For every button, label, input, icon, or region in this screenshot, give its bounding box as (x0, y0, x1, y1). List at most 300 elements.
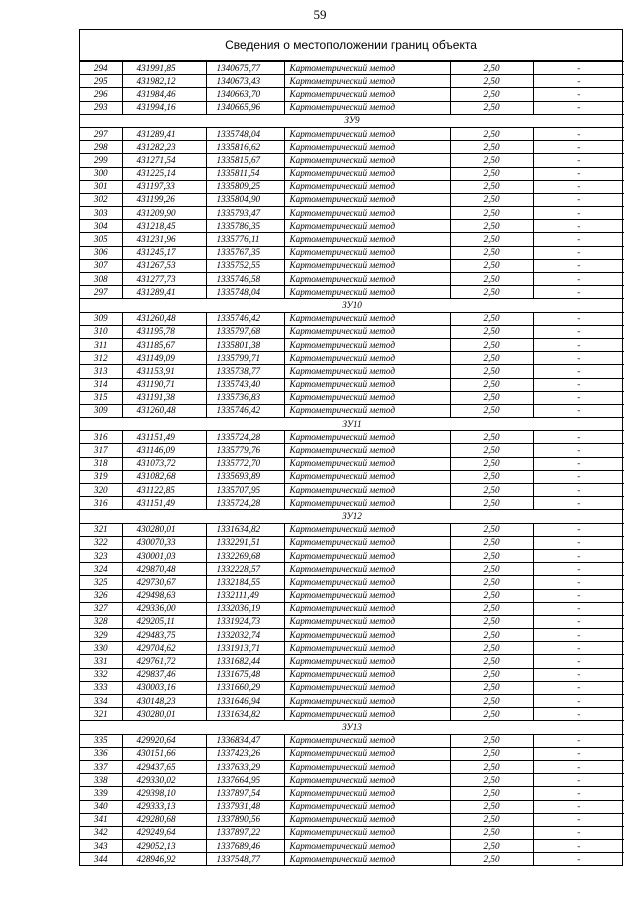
x-coordinate-cell: 431151,49 (122, 431, 206, 444)
table-row (80, 536, 624, 549)
point-number-cell: 302 (80, 193, 122, 206)
description-cell: - (533, 312, 624, 325)
table-row (80, 444, 624, 457)
y-coordinate-cell: 1335693,89 (206, 470, 284, 483)
y-coordinate-cell: 1331634,82 (206, 523, 284, 536)
y-coordinate-cell: 1335816,62 (206, 141, 284, 154)
description-cell: - (533, 246, 624, 259)
point-number-cell: 300 (80, 167, 122, 180)
y-coordinate-cell: 1337897,54 (206, 787, 284, 800)
coordinates-table-body (80, 62, 624, 866)
x-coordinate-cell: 431271,54 (122, 154, 206, 167)
table-row (80, 338, 624, 351)
accuracy-cell: 2,50 (450, 826, 533, 839)
table-row (80, 655, 624, 668)
point-number-cell: 312 (80, 352, 122, 365)
method-cell: Картометрический метод (284, 101, 450, 114)
table-row (80, 695, 624, 708)
method-cell: Картометрический метод (284, 681, 450, 694)
x-coordinate-cell: 431994,16 (122, 101, 206, 114)
accuracy-cell: 2,50 (450, 220, 533, 233)
point-number-cell: 341 (80, 813, 122, 826)
accuracy-cell: 2,50 (450, 563, 533, 576)
point-number-cell: 325 (80, 576, 122, 589)
method-cell: Картометрический метод (284, 75, 450, 88)
method-cell: Картометрический метод (284, 352, 450, 365)
method-cell: Картометрический метод (284, 708, 450, 721)
accuracy-cell: 2,50 (450, 101, 533, 114)
x-coordinate-cell: 431282,23 (122, 141, 206, 154)
description-cell: - (533, 497, 624, 510)
point-number-cell: 328 (80, 615, 122, 628)
accuracy-cell: 2,50 (450, 655, 533, 668)
accuracy-cell: 2,50 (450, 246, 533, 259)
y-coordinate-cell: 1335776,11 (206, 233, 284, 246)
point-number-cell: 294 (80, 62, 122, 75)
section-row (80, 114, 624, 127)
description-cell: - (533, 286, 624, 299)
accuracy-cell: 2,50 (450, 273, 533, 286)
y-coordinate-cell: 1332228,57 (206, 563, 284, 576)
section-row (80, 418, 624, 431)
description-cell: - (533, 695, 624, 708)
description-cell: - (533, 826, 624, 839)
x-coordinate-cell: 431146,09 (122, 444, 206, 457)
accuracy-cell: 2,50 (450, 259, 533, 272)
y-coordinate-cell: 1336834,47 (206, 734, 284, 747)
description-cell: - (533, 708, 624, 721)
x-coordinate-cell: 429336,00 (122, 602, 206, 615)
method-cell: Картометрический метод (284, 457, 450, 470)
accuracy-cell: 2,50 (450, 602, 533, 615)
y-coordinate-cell: 1332032,74 (206, 629, 284, 642)
point-number-cell: 334 (80, 695, 122, 708)
description-cell: - (533, 642, 624, 655)
table-row (80, 549, 624, 562)
accuracy-cell: 2,50 (450, 233, 533, 246)
method-cell: Картометрический метод (284, 259, 450, 272)
point-number-cell: 301 (80, 180, 122, 193)
y-coordinate-cell: 1331646,94 (206, 695, 284, 708)
point-number-cell: 321 (80, 708, 122, 721)
method-cell: Картометрический метод (284, 127, 450, 140)
method-cell: Картометрический метод (284, 193, 450, 206)
description-cell: - (533, 431, 624, 444)
method-cell: Картометрический метод (284, 563, 450, 576)
description-cell: - (533, 800, 624, 813)
section-label: ЗУ13 (80, 721, 624, 734)
section-label: ЗУ10 (80, 299, 624, 312)
x-coordinate-cell: 429330,02 (122, 774, 206, 787)
method-cell: Картометрический метод (284, 246, 450, 259)
y-coordinate-cell: 1335809,25 (206, 180, 284, 193)
table-row (80, 563, 624, 576)
point-number-cell: 295 (80, 75, 122, 88)
x-coordinate-cell: 431991,85 (122, 62, 206, 75)
accuracy-cell: 2,50 (450, 853, 533, 866)
table-row (80, 246, 624, 259)
y-coordinate-cell: 1331660,29 (206, 681, 284, 694)
accuracy-cell: 2,50 (450, 589, 533, 602)
description-cell: - (533, 602, 624, 615)
accuracy-cell: 2,50 (450, 180, 533, 193)
point-number-cell: 339 (80, 787, 122, 800)
method-cell: Картометрический метод (284, 167, 450, 180)
description-cell: - (533, 563, 624, 576)
section-row (80, 299, 624, 312)
description-cell: - (533, 193, 624, 206)
method-cell: Картометрический метод (284, 141, 450, 154)
table-row (80, 259, 624, 272)
description-cell: - (533, 760, 624, 773)
boundary-table-sheet (79, 29, 623, 866)
description-cell: - (533, 668, 624, 681)
accuracy-cell: 2,50 (450, 127, 533, 140)
accuracy-cell: 2,50 (450, 774, 533, 787)
description-cell: - (533, 259, 624, 272)
point-number-cell: 327 (80, 602, 122, 615)
table-row (80, 180, 624, 193)
x-coordinate-cell: 431289,41 (122, 127, 206, 140)
description-cell: - (533, 484, 624, 497)
description-cell: - (533, 444, 624, 457)
method-cell: Картометрический метод (284, 325, 450, 338)
x-coordinate-cell: 431984,46 (122, 88, 206, 101)
method-cell: Картометрический метод (284, 602, 450, 615)
method-cell: Картометрический метод (284, 365, 450, 378)
x-coordinate-cell: 430003,16 (122, 681, 206, 694)
description-cell: - (533, 75, 624, 88)
method-cell: Картометрический метод (284, 576, 450, 589)
description-cell: - (533, 141, 624, 154)
x-coordinate-cell: 429205,11 (122, 615, 206, 628)
description-cell: - (533, 233, 624, 246)
x-coordinate-cell: 431190,71 (122, 378, 206, 391)
description-cell: - (533, 787, 624, 800)
point-number-cell: 333 (80, 681, 122, 694)
x-coordinate-cell: 430151,66 (122, 747, 206, 760)
point-number-cell: 307 (80, 259, 122, 272)
method-cell: Картометрический метод (284, 273, 450, 286)
accuracy-cell: 2,50 (450, 312, 533, 325)
table-row (80, 826, 624, 839)
y-coordinate-cell: 1335799,71 (206, 352, 284, 365)
accuracy-cell: 2,50 (450, 615, 533, 628)
description-cell: - (533, 62, 624, 75)
method-cell: Картометрический метод (284, 378, 450, 391)
point-number-cell: 306 (80, 246, 122, 259)
description-cell: - (533, 101, 624, 114)
accuracy-cell: 2,50 (450, 378, 533, 391)
y-coordinate-cell: 1335724,28 (206, 497, 284, 510)
description-cell: - (533, 774, 624, 787)
x-coordinate-cell: 430280,01 (122, 708, 206, 721)
point-number-cell: 297 (80, 127, 122, 140)
y-coordinate-cell: 1331675,48 (206, 668, 284, 681)
table-row (80, 681, 624, 694)
accuracy-cell: 2,50 (450, 497, 533, 510)
y-coordinate-cell: 1335811,54 (206, 167, 284, 180)
method-cell: Картометрический метод (284, 404, 450, 417)
x-coordinate-cell: 430148,23 (122, 695, 206, 708)
method-cell: Картометрический метод (284, 774, 450, 787)
x-coordinate-cell: 431225,14 (122, 167, 206, 180)
x-coordinate-cell: 429761,72 (122, 655, 206, 668)
description-cell: - (533, 523, 624, 536)
description-cell: - (533, 536, 624, 549)
point-number-cell: 293 (80, 101, 122, 114)
y-coordinate-cell: 1337890,56 (206, 813, 284, 826)
y-coordinate-cell: 1340673,43 (206, 75, 284, 88)
y-coordinate-cell: 1332291,51 (206, 536, 284, 549)
accuracy-cell: 2,50 (450, 352, 533, 365)
accuracy-cell: 2,50 (450, 787, 533, 800)
y-coordinate-cell: 1331913,71 (206, 642, 284, 655)
point-number-cell: 316 (80, 497, 122, 510)
x-coordinate-cell: 429052,13 (122, 840, 206, 853)
accuracy-cell: 2,50 (450, 286, 533, 299)
accuracy-cell: 2,50 (450, 695, 533, 708)
point-number-cell: 299 (80, 154, 122, 167)
x-coordinate-cell: 429920,64 (122, 734, 206, 747)
x-coordinate-cell: 431209,90 (122, 207, 206, 220)
table-row (80, 668, 624, 681)
y-coordinate-cell: 1335752,55 (206, 259, 284, 272)
x-coordinate-cell: 431267,53 (122, 259, 206, 272)
point-number-cell: 308 (80, 273, 122, 286)
accuracy-cell: 2,50 (450, 338, 533, 351)
point-number-cell: 322 (80, 536, 122, 549)
y-coordinate-cell: 1335707,95 (206, 484, 284, 497)
point-number-cell: 329 (80, 629, 122, 642)
x-coordinate-cell: 431151,49 (122, 497, 206, 510)
description-cell: - (533, 154, 624, 167)
point-number-cell: 326 (80, 589, 122, 602)
table-row (80, 167, 624, 180)
table-row (80, 747, 624, 760)
table-row (80, 312, 624, 325)
accuracy-cell: 2,50 (450, 747, 533, 760)
method-cell: Картометрический метод (284, 853, 450, 866)
x-coordinate-cell: 429280,68 (122, 813, 206, 826)
method-cell: Картометрический метод (284, 536, 450, 549)
x-coordinate-cell: 430280,01 (122, 523, 206, 536)
description-cell: - (533, 853, 624, 866)
description-cell: - (533, 813, 624, 826)
table-row (80, 787, 624, 800)
method-cell: Картометрический метод (284, 695, 450, 708)
table-row (80, 497, 624, 510)
method-cell: Картометрический метод (284, 233, 450, 246)
y-coordinate-cell: 1331634,82 (206, 708, 284, 721)
table-row (80, 365, 624, 378)
accuracy-cell: 2,50 (450, 576, 533, 589)
y-coordinate-cell: 1335743,40 (206, 378, 284, 391)
x-coordinate-cell: 431231,96 (122, 233, 206, 246)
method-cell: Картометрический метод (284, 431, 450, 444)
point-number-cell: 316 (80, 431, 122, 444)
description-cell: - (533, 88, 624, 101)
point-number-cell: 332 (80, 668, 122, 681)
point-number-cell: 304 (80, 220, 122, 233)
accuracy-cell: 2,50 (450, 207, 533, 220)
method-cell: Картометрический метод (284, 826, 450, 839)
description-cell: - (533, 681, 624, 694)
point-number-cell: 313 (80, 365, 122, 378)
method-cell: Картометрический метод (284, 642, 450, 655)
y-coordinate-cell: 1331682,44 (206, 655, 284, 668)
point-number-cell: 324 (80, 563, 122, 576)
accuracy-cell: 2,50 (450, 642, 533, 655)
x-coordinate-cell: 431982,12 (122, 75, 206, 88)
accuracy-cell: 2,50 (450, 167, 533, 180)
description-cell: - (533, 840, 624, 853)
y-coordinate-cell: 1332269,68 (206, 549, 284, 562)
accuracy-cell: 2,50 (450, 141, 533, 154)
y-coordinate-cell: 1337633,29 (206, 760, 284, 773)
method-cell: Картометрический метод (284, 787, 450, 800)
method-cell: Картометрический метод (284, 629, 450, 642)
x-coordinate-cell: 431218,45 (122, 220, 206, 233)
method-cell: Картометрический метод (284, 312, 450, 325)
accuracy-cell: 2,50 (450, 708, 533, 721)
accuracy-cell: 2,50 (450, 668, 533, 681)
point-number-cell: 337 (80, 760, 122, 773)
point-number-cell: 310 (80, 325, 122, 338)
x-coordinate-cell: 429483,75 (122, 629, 206, 642)
description-cell: - (533, 655, 624, 668)
x-coordinate-cell: 429437,65 (122, 760, 206, 773)
point-number-cell: 342 (80, 826, 122, 839)
accuracy-cell: 2,50 (450, 681, 533, 694)
point-number-cell: 311 (80, 338, 122, 351)
table-row (80, 470, 624, 483)
table-row (80, 154, 624, 167)
x-coordinate-cell: 431073,72 (122, 457, 206, 470)
method-cell: Картометрический метод (284, 484, 450, 497)
accuracy-cell: 2,50 (450, 734, 533, 747)
x-coordinate-cell: 431289,41 (122, 286, 206, 299)
accuracy-cell: 2,50 (450, 444, 533, 457)
y-coordinate-cell: 1335738,77 (206, 365, 284, 378)
table-row (80, 760, 624, 773)
description-cell: - (533, 325, 624, 338)
point-number-cell: 303 (80, 207, 122, 220)
table-row (80, 352, 624, 365)
table-row (80, 378, 624, 391)
accuracy-cell: 2,50 (450, 484, 533, 497)
x-coordinate-cell: 431082,68 (122, 470, 206, 483)
description-cell: - (533, 615, 624, 628)
table-row (80, 207, 624, 220)
y-coordinate-cell: 1335786,35 (206, 220, 284, 233)
x-coordinate-cell: 431149,09 (122, 352, 206, 365)
accuracy-cell: 2,50 (450, 365, 533, 378)
y-coordinate-cell: 1335736,83 (206, 391, 284, 404)
table-row (80, 391, 624, 404)
y-coordinate-cell: 1332184,55 (206, 576, 284, 589)
point-number-cell: 318 (80, 457, 122, 470)
y-coordinate-cell: 1335724,28 (206, 431, 284, 444)
method-cell: Картометрический метод (284, 549, 450, 562)
point-number-cell: 317 (80, 444, 122, 457)
x-coordinate-cell: 431260,48 (122, 404, 206, 417)
x-coordinate-cell: 431277,73 (122, 273, 206, 286)
table-row (80, 273, 624, 286)
table-row (80, 404, 624, 417)
method-cell: Картометрический метод (284, 62, 450, 75)
table-row (80, 629, 624, 642)
point-number-cell: 309 (80, 404, 122, 417)
table-row (80, 431, 624, 444)
x-coordinate-cell: 431122,85 (122, 484, 206, 497)
method-cell: Картометрический метод (284, 154, 450, 167)
x-coordinate-cell: 429730,67 (122, 576, 206, 589)
y-coordinate-cell: 1335797,68 (206, 325, 284, 338)
accuracy-cell: 2,50 (450, 404, 533, 417)
description-cell: - (533, 404, 624, 417)
section-row (80, 510, 624, 523)
method-cell: Картометрический метод (284, 523, 450, 536)
y-coordinate-cell: 1340675,77 (206, 62, 284, 75)
description-cell: - (533, 549, 624, 562)
method-cell: Картометрический метод (284, 747, 450, 760)
point-number-cell: 305 (80, 233, 122, 246)
accuracy-cell: 2,50 (450, 154, 533, 167)
accuracy-cell: 2,50 (450, 62, 533, 75)
y-coordinate-cell: 1340665,96 (206, 101, 284, 114)
method-cell: Картометрический метод (284, 88, 450, 101)
method-cell: Картометрический метод (284, 338, 450, 351)
y-coordinate-cell: 1335746,42 (206, 312, 284, 325)
description-cell: - (533, 747, 624, 760)
table-row (80, 800, 624, 813)
accuracy-cell: 2,50 (450, 840, 533, 853)
point-number-cell: 314 (80, 378, 122, 391)
description-cell: - (533, 180, 624, 193)
accuracy-cell: 2,50 (450, 431, 533, 444)
accuracy-cell: 2,50 (450, 193, 533, 206)
description-cell: - (533, 220, 624, 233)
table-row (80, 325, 624, 338)
table-row (80, 127, 624, 140)
x-coordinate-cell: 431245,17 (122, 246, 206, 259)
description-cell: - (533, 457, 624, 470)
table-row (80, 88, 624, 101)
accuracy-cell: 2,50 (450, 813, 533, 826)
y-coordinate-cell: 1340663,70 (206, 88, 284, 101)
table-row (80, 576, 624, 589)
accuracy-cell: 2,50 (450, 470, 533, 483)
table-row (80, 774, 624, 787)
point-number-cell: 309 (80, 312, 122, 325)
table-row (80, 642, 624, 655)
point-number-cell: 297 (80, 286, 122, 299)
point-number-cell: 321 (80, 523, 122, 536)
table-row (80, 233, 624, 246)
y-coordinate-cell: 1335804,90 (206, 193, 284, 206)
description-cell: - (533, 127, 624, 140)
x-coordinate-cell: 430001,03 (122, 549, 206, 562)
point-number-cell: 320 (80, 484, 122, 497)
x-coordinate-cell: 429249,64 (122, 826, 206, 839)
method-cell: Картометрический метод (284, 589, 450, 602)
table-row (80, 101, 624, 114)
y-coordinate-cell: 1335772,70 (206, 457, 284, 470)
point-number-cell: 298 (80, 141, 122, 154)
point-number-cell: 335 (80, 734, 122, 747)
description-cell: - (533, 207, 624, 220)
